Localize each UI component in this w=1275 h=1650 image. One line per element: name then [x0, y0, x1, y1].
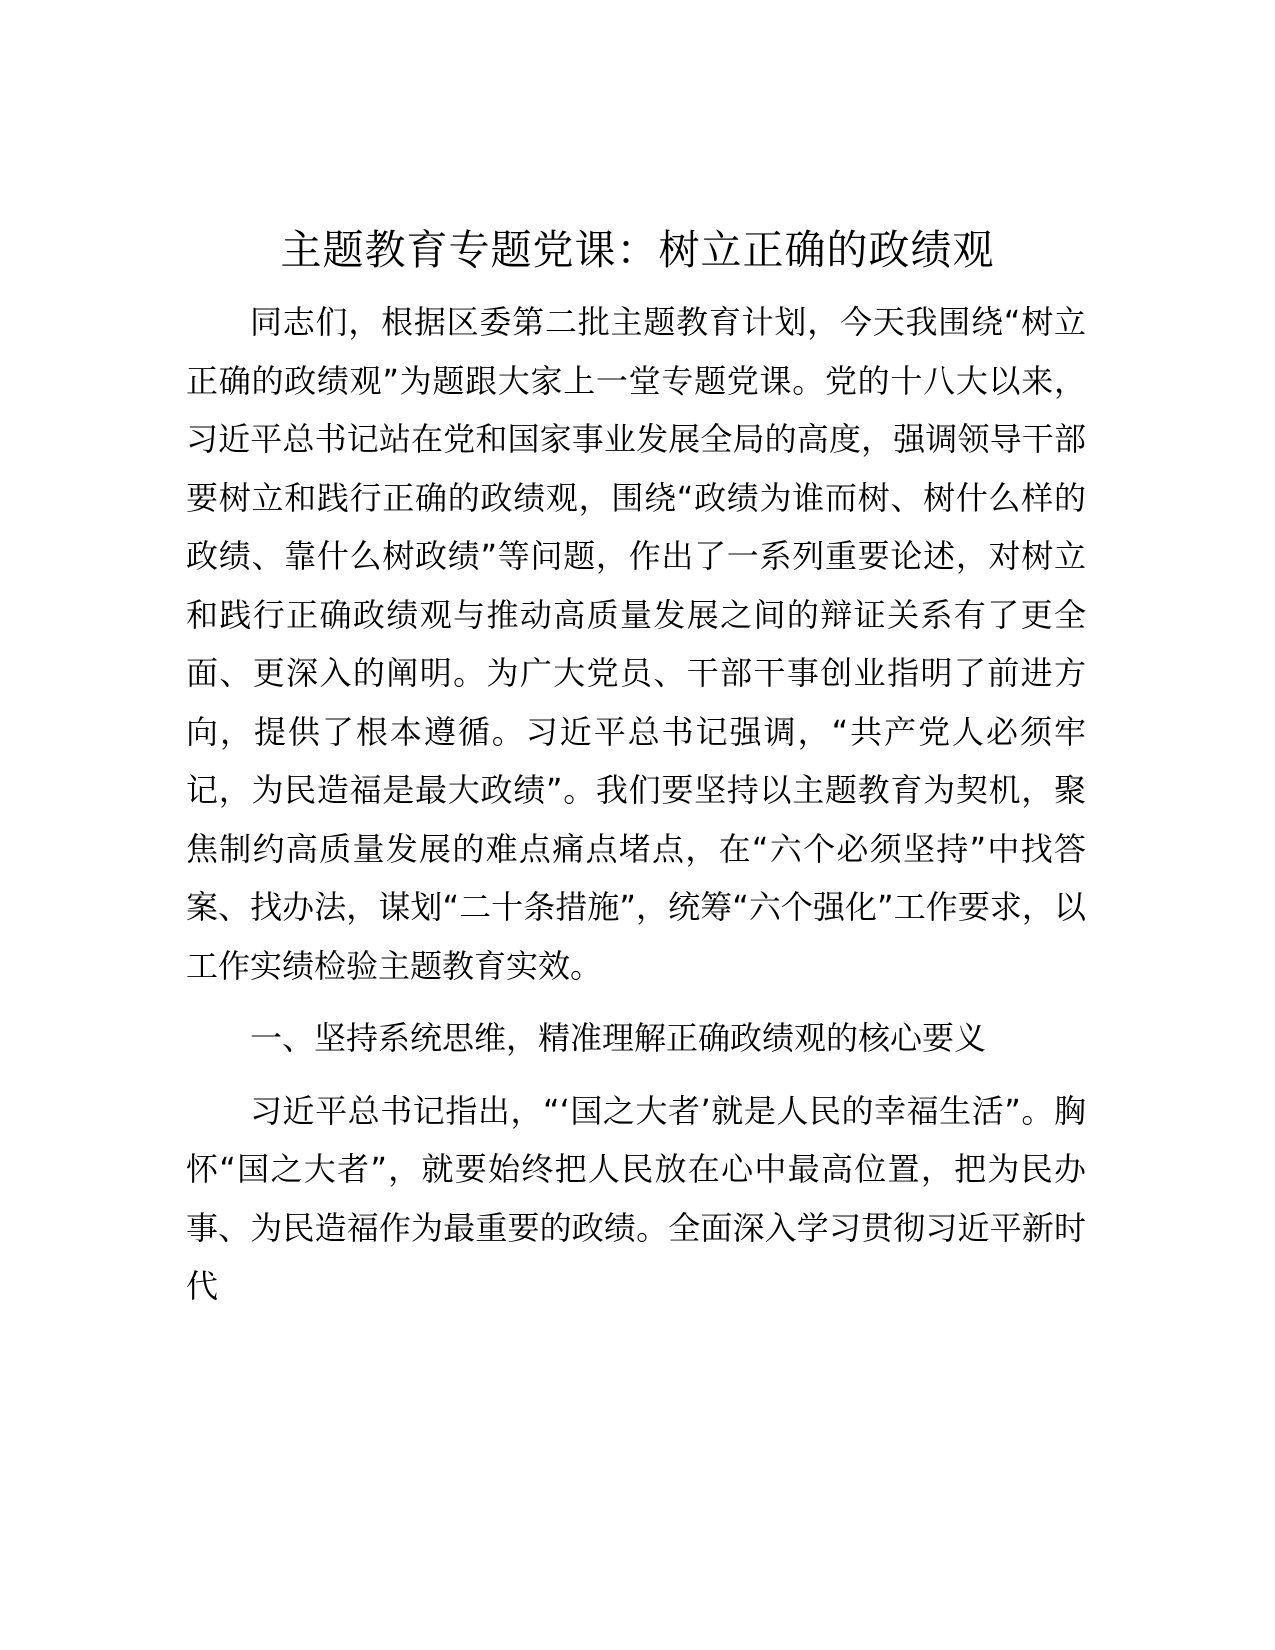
document-title: 主题教育专题党课：树立正确的政绩观 — [280, 226, 995, 274]
section-heading: 一、坚持系统思维，精准理解正确政绩观的核心要义 — [250, 1019, 987, 1057]
document-body — [186, 293, 1086, 1330]
intro-paragraph: 同志们，根据区委第二批主题教育计划，今天我围绕“树立正确的政绩观”为题跟大家上一堂专题党课。党的十八大以来，习近平总书记站在党和国家事业发展全局的高度，强调领导干部要树立和践行正确的政绩观，围绕“政绩为谁而树、树什么样的政绩、靠什么树政绩”等问题，作出了一系列重要论述，对树立和践行正确政绩观与推动高质量发展之间的辩证关系有了更全面、更深入的阐明。为广大党员、干部干事创业指明了前进方向，提供了根本遵循。习近平总书记强调，“共产党人必须牢记，为民造福是最大政绩”。我们要坚持以主题教育为契机，聚焦制约高质量发展的难点痛点堵点，在“六个必须坚持”中找答案、找办法，谋划“二十条措施”，统筹“六个强化”工作要求，以工作实绩检验主题教育实效。 — [186, 303, 1086, 985]
section-paragraph: 习近平总书记指出，“‘国之大者’就是人民的幸福生活”。胸怀“国之大者”，就要始终把人民放在心中最高位置，把为民办事、为民造福作为最重要的政绩。全面深入学习贯彻习近平新时代 — [186, 1091, 1086, 1305]
